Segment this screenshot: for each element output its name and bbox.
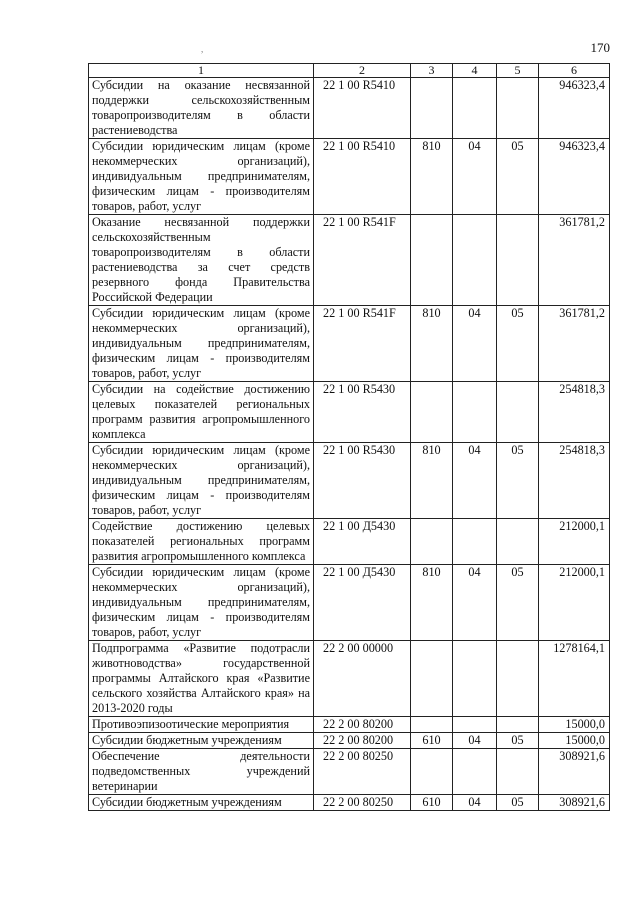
table-row: [89, 733, 610, 749]
row-section-cell: [453, 717, 497, 733]
scan-mark: ,: [201, 44, 204, 54]
row-code-cell: 22 1 00 R5430: [314, 443, 411, 519]
row-expense-type-cell: 810: [411, 139, 453, 215]
row-section-cell: 04: [453, 306, 497, 382]
row-section-cell: 04: [453, 565, 497, 641]
table-row: [89, 717, 610, 733]
row-section-cell: 04: [453, 443, 497, 519]
row-code-cell: 22 1 00 R5430: [314, 382, 411, 443]
table-row: [89, 306, 610, 382]
row-section-cell: [453, 749, 497, 795]
row-name-cell: Субсидии бюджетным учреждениям: [89, 733, 314, 749]
row-expense-type-cell: [411, 382, 453, 443]
row-name-cell: Субсидии юридическим лицам (кроме некоммерческих организаций), индивидуальным предпринимателям, физическим лицам - производителям товаров, работ, услуг: [89, 306, 314, 382]
row-expense-type-cell: [411, 78, 453, 139]
row-section-cell: 04: [453, 139, 497, 215]
table-row: [89, 443, 610, 519]
row-name-cell: Субсидии бюджетным учреждениям: [89, 795, 314, 811]
row-expense-type-cell: 610: [411, 733, 453, 749]
row-code-cell: 22 2 00 80250: [314, 749, 411, 795]
row-name-cell: Субсидии на содействие достижению целевых показателей региональных программ развития агропромышленного комплекса: [89, 382, 314, 443]
table-row: [89, 565, 610, 641]
row-subsection-cell: 05: [497, 795, 539, 811]
row-subsection-cell: [497, 749, 539, 795]
row-code-cell: 22 1 00 Д5430: [314, 565, 411, 641]
column-header: 1: [89, 64, 314, 78]
row-code-cell: 22 2 00 80250: [314, 795, 411, 811]
row-expense-type-cell: [411, 215, 453, 306]
row-subsection-cell: [497, 717, 539, 733]
row-code-cell: 22 1 00 R541F: [314, 306, 411, 382]
row-amount-cell: 946323,4: [539, 78, 610, 139]
column-header: 5: [497, 64, 539, 78]
row-amount-cell: 254818,3: [539, 382, 610, 443]
row-expense-type-cell: 810: [411, 565, 453, 641]
table-row: [89, 795, 610, 811]
row-name-cell: Оказание несвязанной поддержки сельскохозяйственным товаропроизводителям в области растениеводства за счет средств резервного фонда Правительства Российской Федерации: [89, 215, 314, 306]
row-subsection-cell: [497, 78, 539, 139]
row-code-cell: 22 1 00 R5410: [314, 139, 411, 215]
row-amount-cell: 308921,6: [539, 749, 610, 795]
column-header: 3: [411, 64, 453, 78]
table-row: [89, 382, 610, 443]
row-subsection-cell: 05: [497, 306, 539, 382]
row-section-cell: [453, 519, 497, 565]
table-row: [89, 519, 610, 565]
column-header: 4: [453, 64, 497, 78]
row-section-cell: [453, 78, 497, 139]
row-amount-cell: 1278164,1: [539, 641, 610, 717]
row-code-cell: 22 2 00 80200: [314, 717, 411, 733]
row-subsection-cell: 05: [497, 565, 539, 641]
row-code-cell: 22 1 00 R541F: [314, 215, 411, 306]
table-row: [89, 749, 610, 795]
row-expense-type-cell: [411, 519, 453, 565]
row-amount-cell: 254818,3: [539, 443, 610, 519]
table-row: [89, 78, 610, 139]
table-row: [89, 139, 610, 215]
row-subsection-cell: [497, 382, 539, 443]
row-code-cell: 22 2 00 80200: [314, 733, 411, 749]
row-subsection-cell: [497, 519, 539, 565]
row-name-cell: Субсидии юридическим лицам (кроме некоммерческих организаций), индивидуальным предпринимателям, физическим лицам - производителям товаров, работ, услуг: [89, 565, 314, 641]
row-name-cell: Субсидии юридическим лицам (кроме некоммерческих организаций), индивидуальным предпринимателям, физическим лицам - производителям товаров, работ, услуг: [89, 443, 314, 519]
row-subsection-cell: [497, 215, 539, 306]
column-header: 6: [539, 64, 610, 78]
row-name-cell: Субсидии юридическим лицам (кроме некоммерческих организаций), индивидуальным предпринимателям, физическим лицам - производителям товаров, работ, услуг: [89, 139, 314, 215]
row-name-cell: Противоэпизоотические мероприятия: [89, 717, 314, 733]
row-name-cell: Подпрограмма «Развитие подотрасли животноводства» государственной программы Алтайского края «Развитие сельского хозяйства Алтайского края» на 2013-2020 годы: [89, 641, 314, 717]
row-expense-type-cell: 610: [411, 795, 453, 811]
row-section-cell: [453, 641, 497, 717]
page-number: 170: [590, 40, 610, 55]
row-expense-type-cell: 810: [411, 306, 453, 382]
row-amount-cell: 308921,6: [539, 795, 610, 811]
row-amount-cell: 361781,2: [539, 306, 610, 382]
row-expense-type-cell: [411, 641, 453, 717]
table-row: [89, 641, 610, 717]
row-section-cell: 04: [453, 733, 497, 749]
row-amount-cell: 212000,1: [539, 519, 610, 565]
row-amount-cell: 946323,4: [539, 139, 610, 215]
row-name-cell: Содействие достижению целевых показателей региональных программ развития агропромышленного комплекса: [89, 519, 314, 565]
column-header: 2: [314, 64, 411, 78]
row-section-cell: 04: [453, 795, 497, 811]
row-subsection-cell: 05: [497, 139, 539, 215]
row-subsection-cell: [497, 641, 539, 717]
row-name-cell: Обеспечение деятельности подведомственных учреждений ветеринарии: [89, 749, 314, 795]
table-header-row: [89, 64, 610, 78]
row-section-cell: [453, 215, 497, 306]
row-amount-cell: 361781,2: [539, 215, 610, 306]
row-amount-cell: 212000,1: [539, 565, 610, 641]
row-code-cell: 22 2 00 00000: [314, 641, 411, 717]
row-section-cell: [453, 382, 497, 443]
row-subsection-cell: 05: [497, 733, 539, 749]
row-name-cell: Субсидии на оказание несвязанной поддержки сельскохозяйственным товаропроизводителям в области растениеводства: [89, 78, 314, 139]
row-amount-cell: 15000,0: [539, 717, 610, 733]
row-expense-type-cell: [411, 749, 453, 795]
row-code-cell: 22 1 00 R5410: [314, 78, 411, 139]
row-code-cell: 22 1 00 Д5430: [314, 519, 411, 565]
row-amount-cell: 15000,0: [539, 733, 610, 749]
table-row: [89, 215, 610, 306]
row-expense-type-cell: [411, 717, 453, 733]
budget-table: [88, 63, 610, 811]
row-expense-type-cell: 810: [411, 443, 453, 519]
row-subsection-cell: 05: [497, 443, 539, 519]
